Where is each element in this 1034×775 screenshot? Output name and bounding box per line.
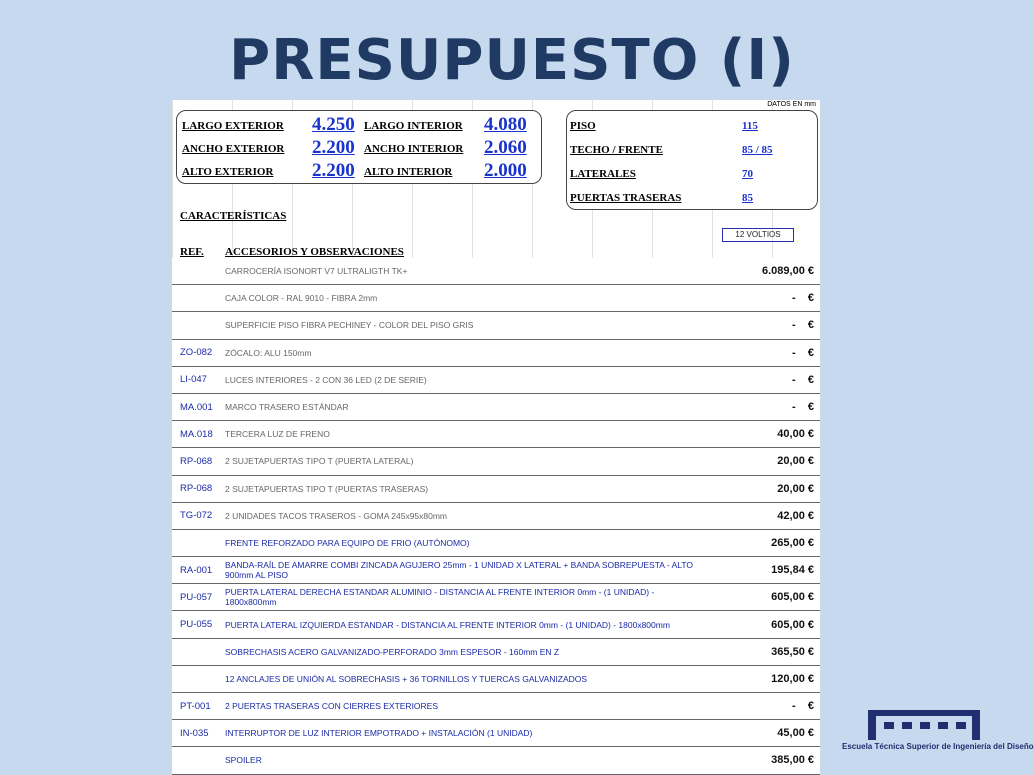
table-row <box>172 312 820 339</box>
dimension-label: ANCHO INTERIOR <box>364 143 464 155</box>
item-price: 20,00 € <box>777 455 814 468</box>
material-label: PISO <box>570 120 596 132</box>
item-ref: PU-057 <box>180 591 213 603</box>
table-row <box>172 557 820 584</box>
item-description: BANDA-RAÍL DE AMARRE COMBI ZINCADA AGUJERO 25mm - 1 UNIDAD X LATERAL + BANDA SOBREPUESTA - ALTO 900mm AL PISO <box>225 560 694 581</box>
item-description: SUPERFICIE PISO FIBRA PECHINEY - COLOR DEL PISO GRIS <box>225 320 474 331</box>
item-price: 6.089,00 € <box>762 265 814 278</box>
material-thickness: 115 <box>742 120 758 132</box>
characteristics-heading: CARACTERÍSTICAS <box>180 210 287 222</box>
item-description: FRENTE REFORZADO PARA EQUIPO DE FRIO (AUTÓNOMO) <box>225 537 470 548</box>
item-description: CAJA COLOR - RAL 9010 - FIBRA 2mm <box>225 293 378 304</box>
material-thickness: 85 / 85 <box>742 144 773 156</box>
item-ref: RP-068 <box>180 483 213 495</box>
table-row <box>172 340 820 367</box>
table-row <box>172 285 820 312</box>
table-row <box>172 258 820 285</box>
item-ref: MA.001 <box>180 401 213 413</box>
item-ref: IN-035 <box>180 727 209 739</box>
material-label: TECHO / FRENTE <box>570 144 663 156</box>
item-description: PUERTA LATERAL IZQUIERDA ESTANDAR - DISTANCIA AL FRENTE INTERIOR 0mm - (1 UNIDAD) - 1800x800mm <box>225 619 670 630</box>
dimension-value: 2.060 <box>484 137 527 158</box>
table-row <box>172 476 820 503</box>
item-description: 2 UNIDADES TACOS TRASEROS - GOMA 245x95x80mm <box>225 510 448 521</box>
item-description: 2 PUERTAS TRASERAS CON CIERRES EXTERIORES <box>225 701 439 712</box>
budget-spreadsheet <box>172 100 820 767</box>
item-ref: MA.018 <box>180 428 213 440</box>
item-ref: LI-047 <box>180 374 207 386</box>
page-title: PRESUPUESTO (I) <box>229 28 795 93</box>
item-price: 120,00 € <box>771 672 814 685</box>
item-description: SPOILER <box>225 755 262 766</box>
item-description: 2 SUJETAPUERTAS TIPO T (PUERTAS TRASERAS) <box>225 483 429 494</box>
items-table <box>172 258 820 775</box>
dimension-value: 4.080 <box>484 114 527 135</box>
ref-column-header: REF. <box>180 246 204 258</box>
item-description: 2 SUJETAPUERTAS TIPO T (PUERTA LATERAL) <box>225 456 414 467</box>
dimension-value: 2.200 <box>312 137 355 158</box>
item-price: - € <box>791 373 814 386</box>
item-price: 365,50 € <box>771 645 814 658</box>
accessories-column-header: ACCESORIOS Y OBSERVACIONES <box>225 246 404 258</box>
material-thickness: 85 <box>742 192 753 204</box>
table-row <box>172 421 820 448</box>
item-price: - € <box>791 292 814 305</box>
item-ref: TG-072 <box>180 510 213 522</box>
item-price: 42,00 € <box>777 509 814 522</box>
item-price: 195,84 € <box>771 564 814 577</box>
building-logo-icon <box>868 708 980 740</box>
table-row <box>172 584 820 611</box>
table-row <box>172 720 820 747</box>
table-row <box>172 503 820 530</box>
dimension-label: LARGO INTERIOR <box>364 120 463 132</box>
dimension-value: 4.250 <box>312 114 355 135</box>
material-label: PUERTAS TRASERAS <box>570 192 682 204</box>
material-label: LATERALES <box>570 168 636 180</box>
dimension-label: ALTO INTERIOR <box>364 166 453 178</box>
school-name: Escuela Técnica Superior de Ingeniería del Diseño <box>842 742 1034 751</box>
item-ref: PT-001 <box>180 700 211 712</box>
table-row <box>172 693 820 720</box>
item-description: LUCES INTERIORES - 2 CON 36 LED (2 DE SERIE) <box>225 374 427 385</box>
item-description: TERCERA LUZ DE FRENO <box>225 429 330 440</box>
item-price: - € <box>791 346 814 359</box>
dimension-label: ALTO EXTERIOR <box>182 166 274 178</box>
item-price: 45,00 € <box>777 727 814 740</box>
item-price: 605,00 € <box>771 591 814 604</box>
item-price: - € <box>791 401 814 414</box>
table-row <box>172 367 820 394</box>
item-ref: ZO-082 <box>180 347 213 359</box>
material-thickness: 70 <box>742 168 753 180</box>
dimension-label: LARGO EXTERIOR <box>182 120 284 132</box>
item-price: - € <box>791 319 814 332</box>
item-price: 605,00 € <box>771 618 814 631</box>
table-row <box>172 611 820 638</box>
item-ref: RP-068 <box>180 455 213 467</box>
table-row <box>172 394 820 421</box>
item-description: SOBRECHASIS ACERO GALVANIZADO-PERFORADO 3mm ESPESOR - 160mm EN Z <box>225 646 560 657</box>
item-price: 20,00 € <box>777 482 814 495</box>
units-note: DATOS EN mm <box>767 101 816 108</box>
voltage-badge: 12 VOLTIOS <box>722 228 794 242</box>
table-row <box>172 747 820 774</box>
dimension-value: 2.000 <box>484 160 527 181</box>
item-description: CARROCERÍA ISONORT V7 ULTRALIGTH TK+ <box>225 266 408 277</box>
item-ref: RA-001 <box>180 564 213 576</box>
item-description: PUERTA LATERAL DERECHA ESTANDAR ALUMINIO - DISTANCIA AL FRENTE INTERIOR 0mm - (1 UNIDAD) - 1800x800mm <box>225 587 655 608</box>
item-price: 265,00 € <box>771 536 814 549</box>
table-row <box>172 639 820 666</box>
dimension-value: 2.200 <box>312 160 355 181</box>
table-row <box>172 448 820 475</box>
table-row <box>172 530 820 557</box>
item-price: - € <box>791 700 814 713</box>
item-description: MARCO TRASERO ESTÁNDAR <box>225 402 349 413</box>
table-row <box>172 666 820 693</box>
item-price: 385,00 € <box>771 754 814 767</box>
item-description: ZÓCALO: ALU 150mm <box>225 347 312 358</box>
dimension-label: ANCHO EXTERIOR <box>182 143 285 155</box>
item-ref: PU-055 <box>180 619 213 631</box>
item-description: 12 ANCLAJES DE UNIÓN AL SOBRECHASIS + 36 TORNILLOS Y TUERCAS GALVANIZADOS <box>225 673 588 684</box>
item-price: 40,00 € <box>777 428 814 441</box>
item-description: INTERRUPTOR DE LUZ INTERIOR EMPOTRADO + INSTALACIÓN (1 UNIDAD) <box>225 728 533 739</box>
